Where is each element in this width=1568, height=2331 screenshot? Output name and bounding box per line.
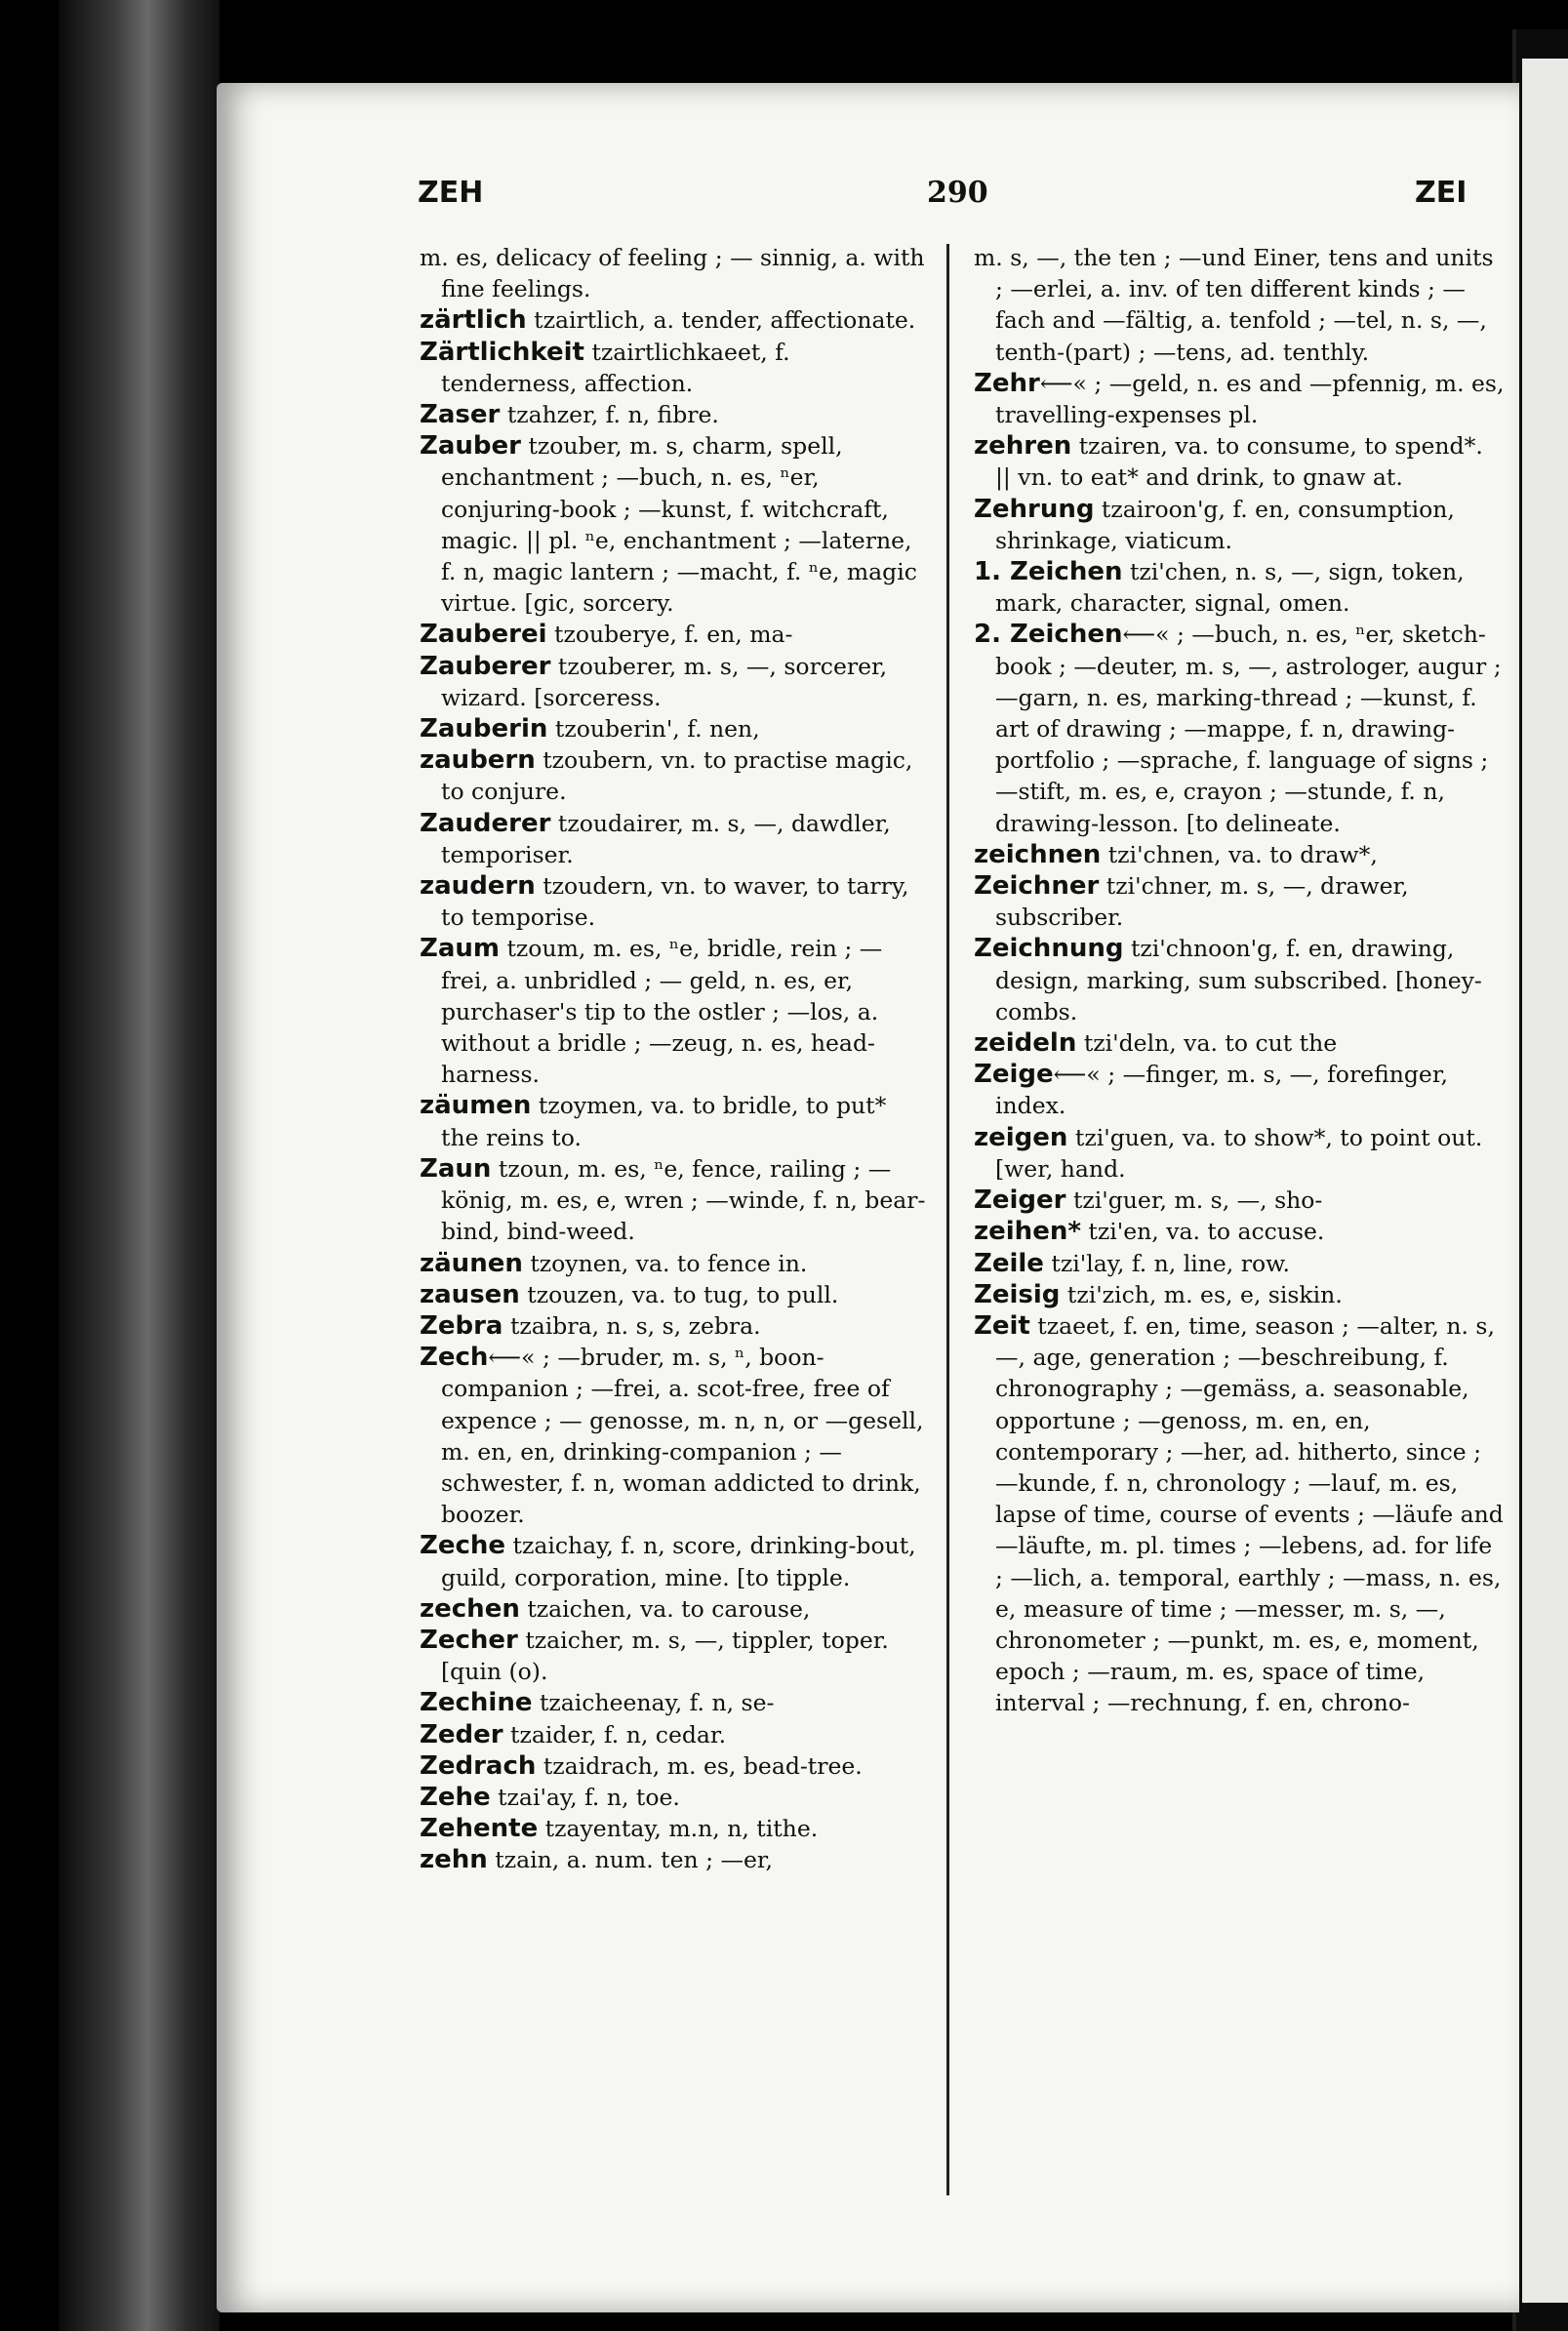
dictionary-entry xyxy=(420,399,927,430)
dictionary-entry xyxy=(420,1813,927,1844)
entry-definition: tzahzer, f. n, fibre. xyxy=(500,401,719,429)
entry-headword: zechen xyxy=(420,1593,520,1624)
entry-definition: ⟵« ; —buch, n. es, ⁿer, sketch-book ; —deuter, m. s, —, astrologer, augur ; —garn, n. es, marking-thread ; —kunst, f. art of drawing ; —mappe, f. n, drawing-portfolio ; —sprache, f. language of signs ; —stift, m. es, e, crayon ; —stunde, f. n, drawing-lesson. [to delineate. xyxy=(995,621,1502,837)
entry-definition: ⟵« ; —finger, m. s, —, forefinger, index. xyxy=(995,1061,1448,1120)
dictionary-entry xyxy=(974,494,1506,556)
entry-definition: tzain, a. num. ten ; —er, xyxy=(487,1846,774,1874)
entry-headword: 1. Zeichen xyxy=(974,557,1123,587)
dictionary-entry xyxy=(420,744,927,807)
entry-definition: tzaibra, n. s, s, zebra. xyxy=(503,1311,761,1340)
entry-headword: Zauber xyxy=(420,431,521,462)
entry-headword: Zecher xyxy=(420,1625,518,1655)
dictionary-entry xyxy=(420,1687,927,1718)
entry-headword: Zaser xyxy=(420,400,501,430)
dictionary-entry xyxy=(974,430,1506,493)
dictionary-entry xyxy=(420,651,927,713)
dictionary-entry xyxy=(974,242,1506,368)
entry-definition: tzouberye, f. en, ma- xyxy=(546,621,793,649)
left-column xyxy=(420,242,927,1876)
entry-headword: zeideln xyxy=(974,1028,1077,1059)
entry-headword: Zauberer xyxy=(420,651,551,681)
entry-definition: tzouzen, va. to tug, to pull. xyxy=(519,1280,839,1308)
right-column xyxy=(974,242,1506,1719)
entry-headword: zeihen* xyxy=(974,1217,1081,1247)
entry-headword: Zärtlichkeit xyxy=(420,337,584,367)
entry-definition: ⟵« ; —geld, n. es and —pfennig, m. es, travelling-expenses pl. xyxy=(995,369,1505,429)
entry-definition: m. s, —, the ten ; —und Einer, tens and units ; —erlei, a. inv. of ten different kinds ; —fach and —fältig, a. tenfold ; —tel, n. s, —, tenth-(part) ; —tens, ad. tenthly. xyxy=(974,244,1494,366)
dictionary-entry xyxy=(974,1248,1506,1279)
entry-definition: tzaidrach, m. es, bead-tree. xyxy=(536,1751,863,1780)
dictionary-entry xyxy=(974,870,1506,933)
dictionary-entry xyxy=(420,870,927,933)
dictionary-entry xyxy=(420,1782,927,1813)
dictionary-entry xyxy=(420,808,927,870)
entry-definition: m. es, delicacy of feeling ; — sinnig, a. with fine feelings. xyxy=(420,244,925,303)
header-right-guideword: ZEI xyxy=(1415,176,1467,210)
entry-definition: tzi'guer, m. s, —, sho- xyxy=(1065,1186,1323,1215)
entry-headword: Zauderer xyxy=(420,808,551,838)
entry-headword: Zechine xyxy=(420,1688,533,1718)
entry-definition: tzoudairer, m. s, —, dawdler, temporiser. xyxy=(441,809,891,868)
dictionary-entry xyxy=(974,1122,1506,1185)
dictionary-entry xyxy=(974,619,1506,838)
entry-definition: tzaicheenay, f. n, se- xyxy=(532,1689,775,1717)
dictionary-entry xyxy=(974,1310,1506,1719)
book-spine xyxy=(59,0,220,2331)
entry-headword: Zehe xyxy=(420,1782,491,1812)
entry-definition: tzi'chnen, va. to draw*, xyxy=(1101,840,1378,868)
entry-headword: Zehr xyxy=(974,368,1040,398)
entry-definition: tzaeet, f. en, time, season ; —alter, n. s, —, age, generation ; —beschreibung, f. chronography ; —gemäss, a. seasonable, opportune ; —genoss, m. en, en, contemporary ; —her, ad. hitherto, since ; —kunde, f. n, chronology ; —lauf, m. es, lapse of time, course of events ; —läufe and —läufte, m. pl. times ; —lebens, ad. for life ; —lich, a. temporal, earthly ; —mass, n. es, e, measure of time ; —messer, m. s, —, chronometer ; —punkt, m. es, e, moment, epoch ; —raum, m. es, space of time, interval ; —rechnung, f. en, chrono- xyxy=(995,1311,1504,1717)
dictionary-entry xyxy=(420,242,927,304)
entry-definition: tzoubern, vn. to practise magic, to conjure. xyxy=(441,746,913,806)
dictionary-entry xyxy=(420,1310,927,1342)
entry-definition: tzaichen, va. to carouse, xyxy=(519,1594,811,1623)
dictionary-entry xyxy=(974,1279,1506,1310)
entry-headword: zehn xyxy=(420,1845,488,1875)
dictionary-entry xyxy=(420,337,927,399)
entry-definition: tzi'guen, va. to show*, to point out. [wer, hand. xyxy=(995,1123,1483,1183)
column-divider xyxy=(946,244,949,2195)
entry-headword: Zeisig xyxy=(974,1279,1061,1309)
entry-definition: tzouberer, m. s, —, sorcerer, wizard. [sorceress. xyxy=(441,652,888,711)
entry-headword: zäumen xyxy=(420,1091,532,1121)
entry-headword: Zebra xyxy=(420,1310,503,1341)
entry-definition: tzaider, f. n, cedar. xyxy=(503,1720,727,1748)
entry-headword: Zauberin xyxy=(420,714,548,744)
dictionary-entry xyxy=(420,1719,927,1750)
entry-definition: tzi'deln, va. to cut the xyxy=(1076,1029,1338,1058)
entry-definition: tzi'chnoon'g, f. en, drawing, design, marking, sum subscribed. [honey-combs. xyxy=(995,935,1482,1025)
dictionary-entry xyxy=(420,1593,927,1625)
dictionary-entry xyxy=(420,1153,927,1248)
entry-definition: tzaicher, m. s, —, tippler, toper. [quin (o). xyxy=(441,1626,889,1686)
entry-definition: tzoun, m. es, ⁿe, fence, railing ; —könig, m. es, e, wren ; —winde, f. n, bear-bind, bind-weed. xyxy=(441,1154,926,1246)
entry-definition: tzouber, m. s, charm, spell, enchantment ; —buch, n. es, ⁿer, conjuring-book ; —kunst, f. witchcraft, magic. || pl. ⁿe, enchantment ; —laterne, f. n, magic lantern ; —macht, f. ⁿe, magic virtue. [gic, sorcery. xyxy=(441,432,917,618)
header-left-guideword: ZEH xyxy=(418,176,484,210)
entry-definition: tzoynen, va. to fence in. xyxy=(522,1249,808,1277)
entry-definition: tzairen, va. to consume, to spend*. || vn. to eat* and drink, to gnaw at. xyxy=(995,432,1483,492)
entry-headword: Zeile xyxy=(974,1248,1044,1278)
entry-definition: tzi'chen, n. s, —, sign, token, mark, character, signal, omen. xyxy=(995,558,1465,618)
entry-headword: Zeder xyxy=(420,1719,503,1749)
entry-headword: Zech xyxy=(420,1343,489,1373)
entry-headword: zeigen xyxy=(974,1122,1068,1152)
dictionary-entry xyxy=(974,839,1506,870)
entry-headword: zaudern xyxy=(420,871,536,902)
entry-definition: tzoudern, vn. to waver, to tarry, to temporise. xyxy=(441,872,909,932)
next-page-edge xyxy=(1522,59,1568,2303)
entry-headword: Zeichnung xyxy=(974,934,1124,964)
dictionary-entry xyxy=(420,1625,927,1687)
page-number: 290 xyxy=(927,176,988,210)
entry-headword: zaubern xyxy=(420,745,536,776)
entry-headword: Zeichner xyxy=(974,871,1100,902)
entry-headword: Zauberei xyxy=(420,620,547,650)
dictionary-entry xyxy=(420,1844,927,1875)
dictionary-entry xyxy=(420,933,927,1090)
entry-definition: tzouberin', f. nen, xyxy=(547,715,760,744)
entry-headword: Zeit xyxy=(974,1310,1030,1341)
dictionary-entry xyxy=(974,1216,1506,1247)
dictionary-entry xyxy=(420,430,927,619)
entry-headword: Zeige xyxy=(974,1060,1054,1090)
entry-headword: zausen xyxy=(420,1279,520,1309)
entry-headword: Zeiger xyxy=(974,1186,1066,1216)
dictionary-entry xyxy=(974,556,1506,619)
dictionary-entry xyxy=(974,1027,1506,1059)
entry-headword: zäunen xyxy=(420,1248,523,1278)
entry-definition: tzi'lay, f. n, line, row. xyxy=(1043,1249,1290,1277)
entry-headword: Zaun xyxy=(420,1153,492,1184)
dictionary-entry xyxy=(974,933,1506,1027)
dictionary-entry xyxy=(420,1248,927,1279)
dictionary-entry xyxy=(974,1059,1506,1121)
dictionary-entry xyxy=(420,1279,927,1310)
dictionary-entry xyxy=(420,1530,927,1592)
dictionary-entry xyxy=(420,1342,927,1530)
entry-definition: tzi'zich, m. es, e, siskin. xyxy=(1060,1280,1343,1308)
entry-headword: Zaum xyxy=(420,934,500,964)
entry-definition: ⟵« ; —bruder, m. s, ⁿ, boon-companion ; —frei, a. scot-free, free of expence ; — genosse, m. n, n, or —gesell, m. en, en, drinking-companion ; —schwester, f. n, woman addicted to drink, boozer. xyxy=(441,1344,924,1529)
entry-headword: Zehrung xyxy=(974,494,1095,524)
dictionary-entry xyxy=(420,1750,927,1782)
dictionary-entry xyxy=(420,1090,927,1152)
dictionary-entry xyxy=(974,368,1506,430)
entry-definition: tzairtlichkaeet, f. tenderness, affection. xyxy=(441,338,790,397)
entry-definition: tzoymen, va. to bridle, to put* the reins to. xyxy=(441,1092,887,1151)
entry-headword: zärtlich xyxy=(420,305,527,336)
dictionary-entry xyxy=(420,304,927,336)
entry-definition: tzai'ay, f. n, toe. xyxy=(490,1783,680,1811)
entry-definition: tzoum, m. es, ⁿe, bridle, rein ; —frei, a. unbridled ; — geld, n. es, er, purchaser's tip to the ostler ; —los, a. without a bridle ; —zeug, n. es, head-harness. xyxy=(441,935,883,1089)
entry-definition: tzi'en, va. to accuse. xyxy=(1080,1218,1325,1246)
entry-definition: tzairtlich, a. tender, affectionate. xyxy=(526,306,916,335)
entry-definition: tzaichay, f. n, score, drinking-bout, guild, corporation, mine. [to tipple. xyxy=(441,1532,916,1591)
dictionary-entry xyxy=(420,619,927,650)
entry-headword: Zeche xyxy=(420,1531,506,1561)
dictionary-entry xyxy=(420,713,927,744)
entry-headword: Zehente xyxy=(420,1814,539,1844)
entry-headword: Zedrach xyxy=(420,1750,537,1781)
entry-definition: tzayentay, m.n, n, tithe. xyxy=(538,1815,819,1843)
entry-definition: tzi'chner, m. s, —, drawer, subscriber. xyxy=(995,872,1409,932)
entry-headword: 2. Zeichen xyxy=(974,620,1123,650)
entry-headword: zehren xyxy=(974,431,1072,462)
entry-headword: zeichnen xyxy=(974,839,1102,869)
dictionary-entry xyxy=(974,1185,1506,1216)
entry-definition: tzairoon'g, f. en, consumption, shrinkage, viaticum. xyxy=(995,495,1455,554)
